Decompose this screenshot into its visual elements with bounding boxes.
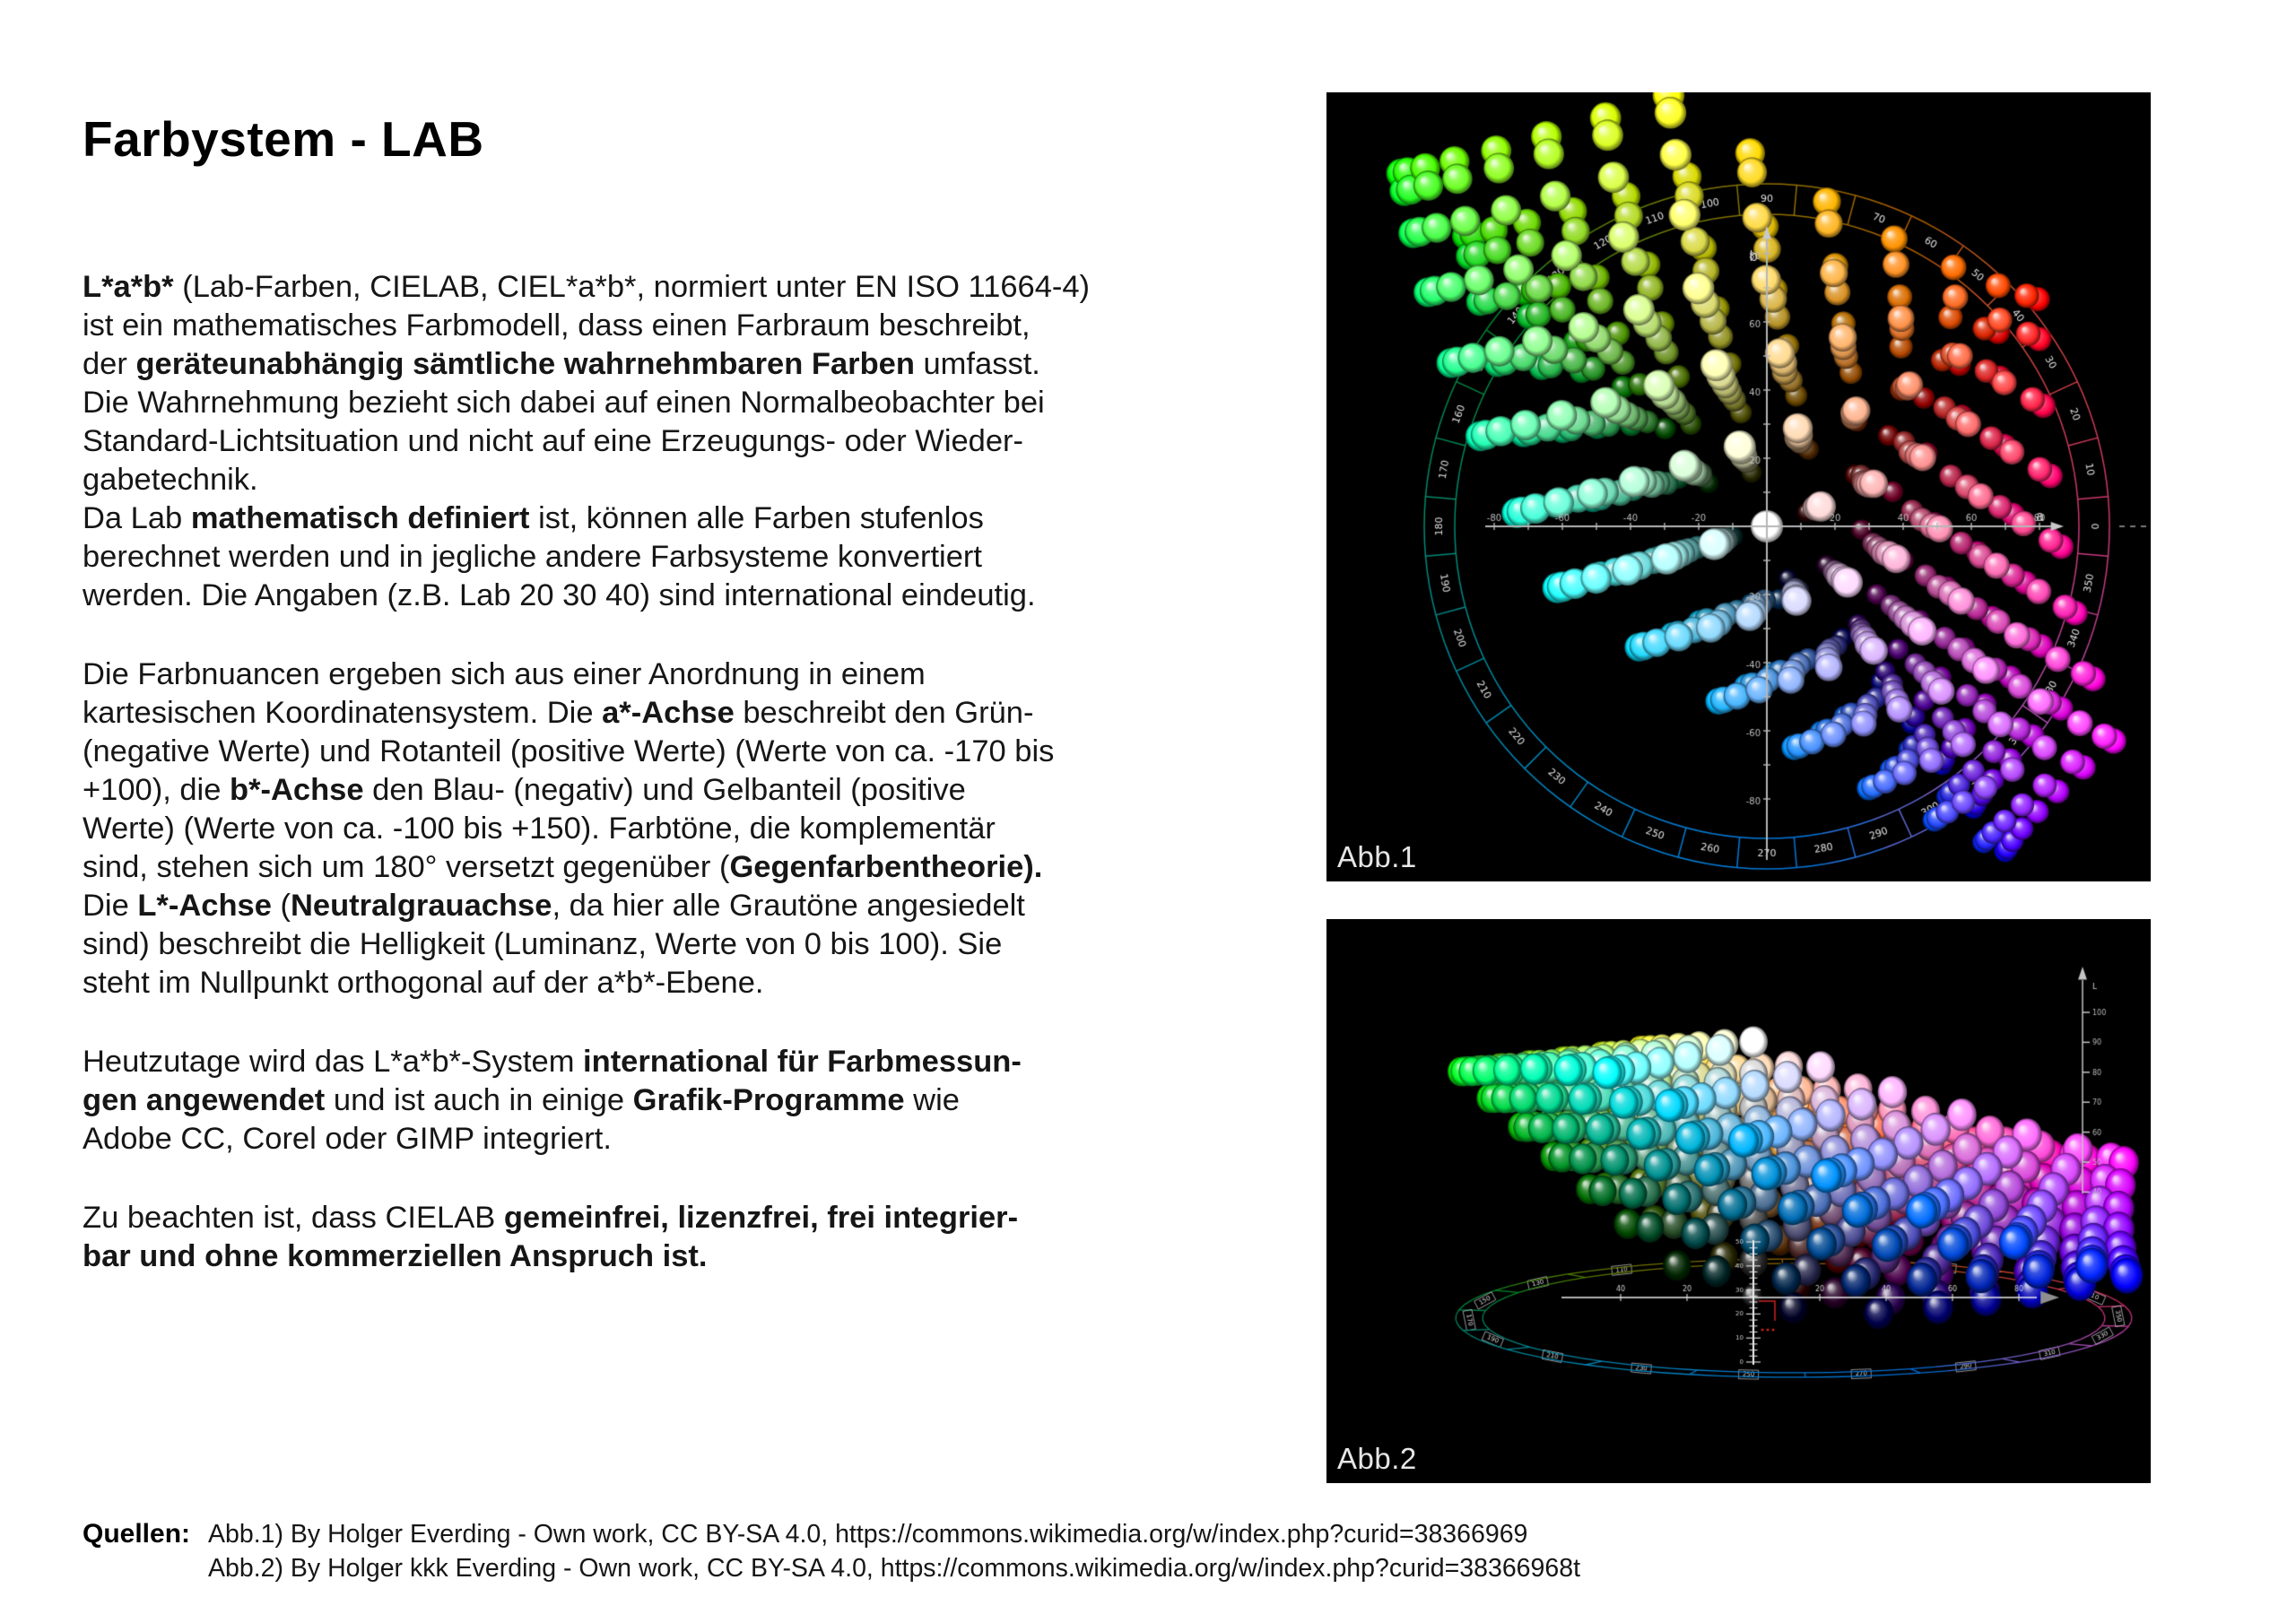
text-run: kartesischen Koordinatensystem. Die	[83, 696, 603, 730]
text-run: Werte) (Werte von ca. -100 bis +150). Farbtöne, die komplementär	[83, 812, 996, 846]
text-run: Standard-Lichtsituation und nicht auf eine Erzeugungs- oder Wieder-	[83, 424, 1024, 458]
text-run: ist, können alle Farben stufenlos	[529, 501, 984, 535]
bold-text-run: bar und ohne kommerziellen Anspruch ist.	[83, 1239, 708, 1273]
text-run: werden. Die Angaben (z.B. Lab 20 30 40) sind international eindeutig.	[83, 578, 1036, 612]
source-line: Abb.2) By Holger kkk Everding - Own work, CC BY-SA 4.0, https://commons.wikimedia.org/w/index.php?curid=38366968t	[208, 1554, 1580, 1583]
text-run: der	[83, 347, 136, 381]
bold-text-run: b*-Achse	[230, 773, 364, 807]
text-run: Heutzutage wird das L*a*b*-System	[83, 1045, 584, 1079]
text-run: sind, stehen sich um 180° versetzt gegenüber (	[83, 850, 730, 884]
sources-label: Quellen:	[83, 1519, 191, 1549]
article-text-block	[83, 268, 1090, 1316]
page-title: Farbystem - LAB	[83, 110, 484, 167]
text-run: (	[271, 889, 291, 923]
lab-gamut-top-view-canvas	[1326, 92, 2151, 881]
bold-text-run: international für Farbmessun-	[583, 1045, 1022, 1079]
figure-2-label: Abb.2	[1337, 1442, 1417, 1475]
source-line: Abb.1) By Holger Everding - Own work, CC BY-SA 4.0, https://commons.wikimedia.org/w/index.php?curid=38366969	[208, 1520, 1528, 1549]
paragraph	[83, 655, 1090, 1002]
text-run: sind) beschreibt die Helligkeit (Luminanz, Werte von 0 bis 100). Sie	[83, 927, 1003, 961]
bold-text-run: Neutralgrauachse	[290, 889, 552, 923]
text-run: Adobe CC, Corel oder GIMP integriert.	[83, 1122, 612, 1156]
paragraph	[83, 1043, 1090, 1159]
figure-2-panel	[1326, 919, 2151, 1483]
bold-text-run: L*a*b*	[83, 270, 174, 304]
text-run: Da Lab	[83, 501, 191, 535]
text-run: gabetechnik.	[83, 463, 258, 497]
bold-text-run: gen angewendet	[83, 1083, 326, 1117]
text-run: +100), die	[83, 773, 230, 807]
paragraph	[83, 268, 1090, 615]
text-run: (negative Werte) und Rotanteil (positive Werte) (Werte von ca. -170 bis	[83, 734, 1055, 768]
text-run: Die Wahrnehmung bezieht sich dabei auf einen Normalbeobachter bei	[83, 386, 1045, 420]
text-run: Die Farbnuancen ergeben sich aus einer Anordnung in einem	[83, 657, 926, 691]
sources-lines	[208, 1517, 1580, 1585]
bold-text-run: geräteunabhängig sämtliche wahrnehmbaren Farben	[135, 347, 915, 381]
text-run: ist ein mathematisches Farbmodell, dass einen Farbraum beschreibt,	[83, 308, 1031, 343]
paragraph	[83, 1199, 1090, 1276]
figure-1-label: Abb.1	[1337, 840, 1417, 873]
text-run: , da hier alle Grautöne angesiedelt	[552, 889, 1025, 923]
bold-text-run: Grafik-Programme	[632, 1083, 905, 1117]
text-run: umfasst.	[914, 347, 1040, 381]
bold-text-run: a*-Achse	[602, 696, 735, 730]
text-run: steht im Nullpunkt orthogonal auf der a*b*-Ebene.	[83, 966, 764, 1000]
text-run: beschreibt den Grün-	[734, 696, 1034, 730]
bold-text-run: mathematisch definiert	[190, 501, 530, 535]
figure-1-panel	[1326, 92, 2151, 881]
text-run: und ist auch in einige	[325, 1083, 633, 1117]
sources-block	[83, 1517, 1580, 1585]
bold-text-run: Gegenfarbentheorie).	[729, 850, 1043, 884]
bold-text-run: gemeinfrei, lizenzfrei, frei integrier-	[503, 1201, 1019, 1235]
lab-gamut-side-view-canvas	[1326, 919, 2151, 1483]
text-run: berechnet werden und in jegliche andere Farbsysteme konvertiert	[83, 540, 982, 574]
text-run: Die	[83, 889, 138, 923]
text-run: Zu beachten ist, dass CIELAB	[83, 1201, 504, 1235]
text-run: den Blau- (negativ) und Gelbanteil (positive	[363, 773, 966, 807]
text-run: (Lab-Farben, CIELAB, CIEL*a*b*, normiert unter EN ISO 11664-4)	[173, 270, 1091, 304]
text-run: wie	[904, 1083, 960, 1117]
bold-text-run: L*-Achse	[137, 889, 272, 923]
